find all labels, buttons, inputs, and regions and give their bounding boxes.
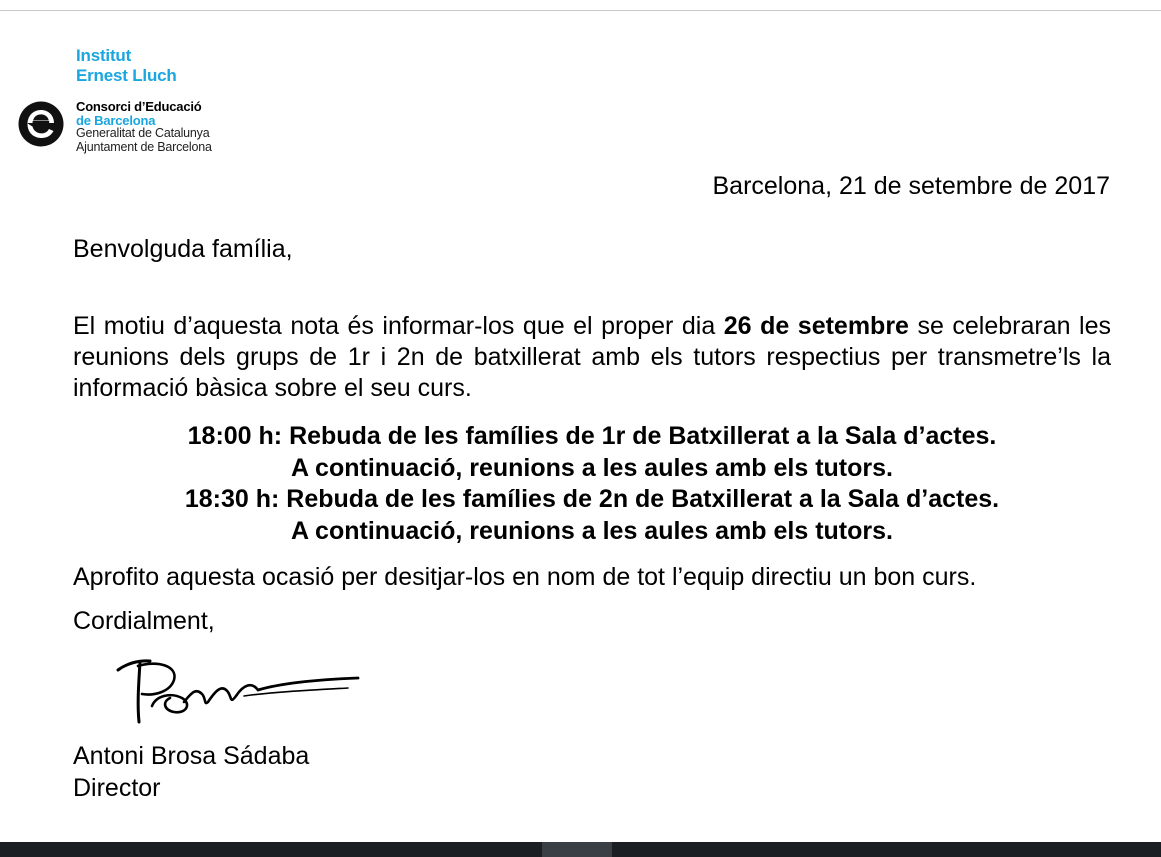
window-top-edge	[0, 0, 1161, 11]
taskbar-active-app[interactable]	[542, 842, 612, 857]
letter-date: Barcelona, 21 de setembre de 2017	[712, 172, 1110, 200]
consorci-line1: Consorci d’Educació	[76, 99, 202, 114]
consorci-block	[76, 100, 212, 154]
consorci-e-logo	[18, 101, 64, 147]
meeting-schedule	[73, 421, 1111, 547]
schedule-line: 18:30 h: Rebuda de les famílies de 2n de Batxillerat a la Sala d’actes.	[184, 485, 1000, 513]
schedule-line: 18:00 h: Rebuda de les famílies de 1r de Batxillerat a la Sala d’actes.	[187, 422, 997, 450]
letter-closing: Aprofito aquesta ocasió per desitjar-los en nom de tot l’equip directiu un bon curs.	[73, 563, 977, 591]
institute-name-line1: Institut	[76, 46, 132, 65]
schedule-line: A continuació, reunions a les aules amb els tutors.	[290, 516, 893, 545]
letter-greeting: Benvolguda família,	[73, 235, 293, 263]
taskbar-app-icon[interactable]	[190, 844, 212, 857]
letter-body	[73, 311, 1111, 404]
schedule-line: A continuació, reunions a les aules amb els tutors.	[290, 453, 893, 482]
taskbar-app-icon[interactable]	[340, 844, 362, 857]
signer-name: Antoni Brosa Sádaba	[73, 742, 310, 770]
letter-salutation: Cordialment,	[73, 607, 215, 635]
body-highlight-date: 26 de setembre	[723, 312, 909, 340]
signer-title: Director	[73, 774, 161, 802]
handwritten-signature	[112, 652, 367, 732]
body-text-end: se celebraran les reunions dels grups de 1r i 2n de batxillerat amb els tutors respectius per transmetre’ls la informació bàsica sobre el seu curs.	[73, 312, 1112, 402]
taskbar	[0, 842, 1161, 857]
consorci-line3: Generalitat de Catalunya	[76, 126, 210, 140]
body-text-start: El motiu d’aquesta nota és informar-los que el proper dia	[73, 312, 724, 340]
consorci-line2: de Barcelona	[76, 112, 156, 128]
institute-name	[76, 46, 177, 86]
institute-name-line2: Ernest Lluch	[76, 66, 177, 85]
signer-block	[73, 740, 309, 804]
consorci-line4: Ajuntament de Barcelona	[76, 139, 212, 154]
taskbar-app-icon[interactable]	[118, 844, 140, 857]
